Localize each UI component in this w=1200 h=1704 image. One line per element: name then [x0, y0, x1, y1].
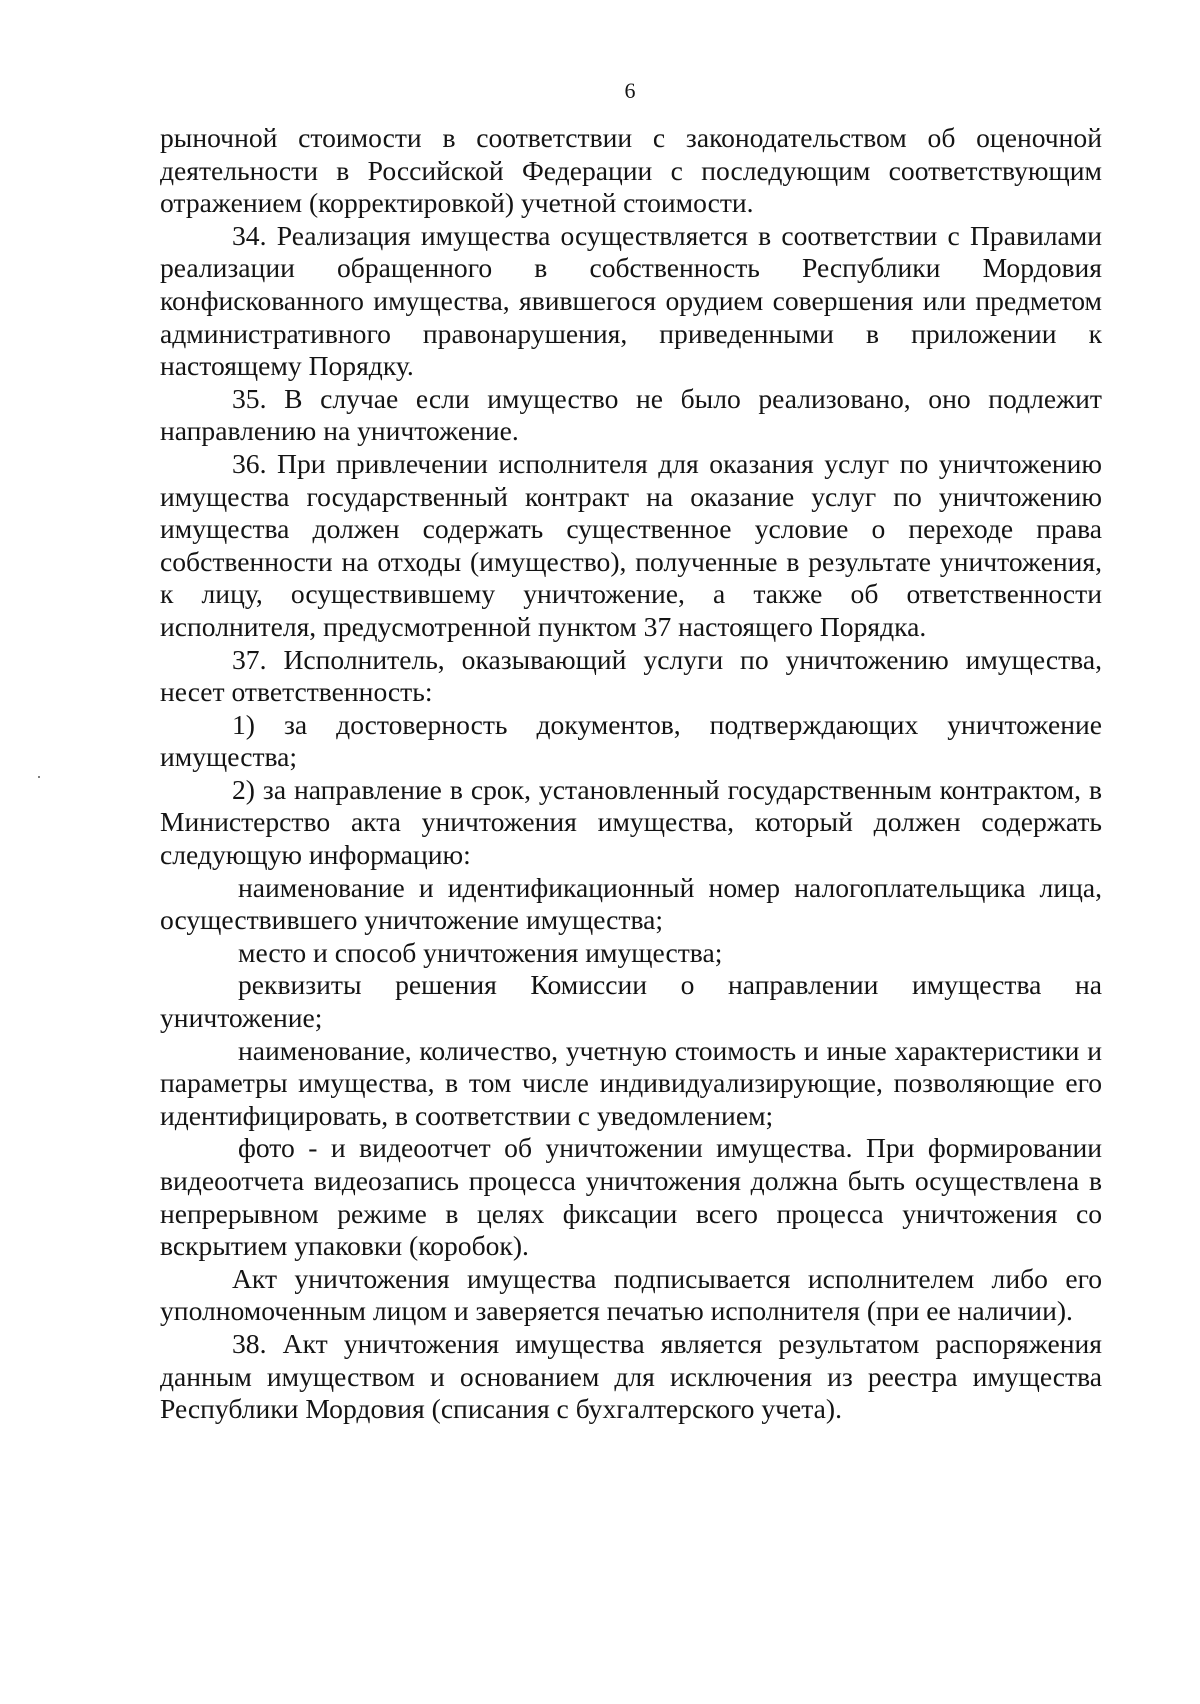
subitem-1: 1) за достоверность документов, подтверждающих уничтожение имущества;	[160, 708, 1102, 773]
subitem-2: 2) за направление в срок, установленный государственным контрактом, в Министерство акта уничтожения имущества, который должен содержать следующую информацию:	[160, 773, 1102, 871]
info-item-place-method: место и способ уничтожения имущества;	[238, 936, 723, 968]
document-body	[160, 122, 1102, 1426]
page-number: 6	[624, 78, 636, 103]
info-item-characteristics: наименование, количество, учетную стоимость и иные характеристики и параметры имущества, в том числе индивидуализирующие, позволяющие его идентифицировать, в соответствии с уведомлением;	[160, 1034, 1102, 1131]
info-item-name-inn: наименование и идентификационный номер налогоплательщика лица, осуществившего уничтожение имущества;	[160, 871, 1102, 936]
paragraph-item-36: 36. При привлечении исполнителя для оказания услуг по уничтожению имущества государственный контракт на оказание услуг по уничтожению имущества должен содержать существенное условие о переходе права собственности на отходы (имущество), полученные в результате уничтожения, к лицу, осуществившему уничтожение, а также об ответственности исполнителя, предусмотренной пунктом 37 настоящего Порядка.	[160, 447, 1102, 642]
paragraph-item-37: 37. Исполнитель, оказывающий услуги по уничтожению имущества, несет ответственность:	[160, 643, 1102, 708]
info-item-commission-decision: реквизиты решения Комиссии о направлении имущества на уничтожение;	[160, 969, 1102, 1034]
paragraph-item-34: 34. Реализация имущества осуществляется в соответствии с Правилами реализации обращенного в собственность Республики Мордовия конфискованного имущества, явившегося орудием совершения или предметом административного правонарушения, приведенными в приложении к настоящему Порядку.	[160, 219, 1102, 382]
scan-speck	[38, 776, 40, 778]
paragraph-act-signing: Акт уничтожения имущества подписывается исполнителем либо его уполномоченным лицом и заверяется печатью исполнителя (при ее наличии).	[160, 1262, 1102, 1327]
paragraph-continuation: рыночной стоимости в соответствии с законодательством об оценочной деятельности в Российской Федерации с последующим соответствующим отражением (корректировкой) учетной стоимости.	[160, 122, 1102, 219]
paragraph-item-38: 38. Акт уничтожения имущества является результатом распоряжения данным имуществом и основанием для исключения из реестра имущества Республики Мордовия (списания с бухгалтерского учета).	[160, 1327, 1102, 1425]
info-item-photo-video-report: фото - и видеоотчет об уничтожении имущества. При формировании видеоотчета видеозапись процесса уничтожения должна быть осуществлена в непрерывном режиме в целях фиксации всего процесса уничтожения со вскрытием упаковки (коробок).	[160, 1132, 1102, 1262]
paragraph-item-35: 35. В случае если имущество не было реализовано, оно подлежит направлению на уничтожение.	[160, 382, 1102, 447]
